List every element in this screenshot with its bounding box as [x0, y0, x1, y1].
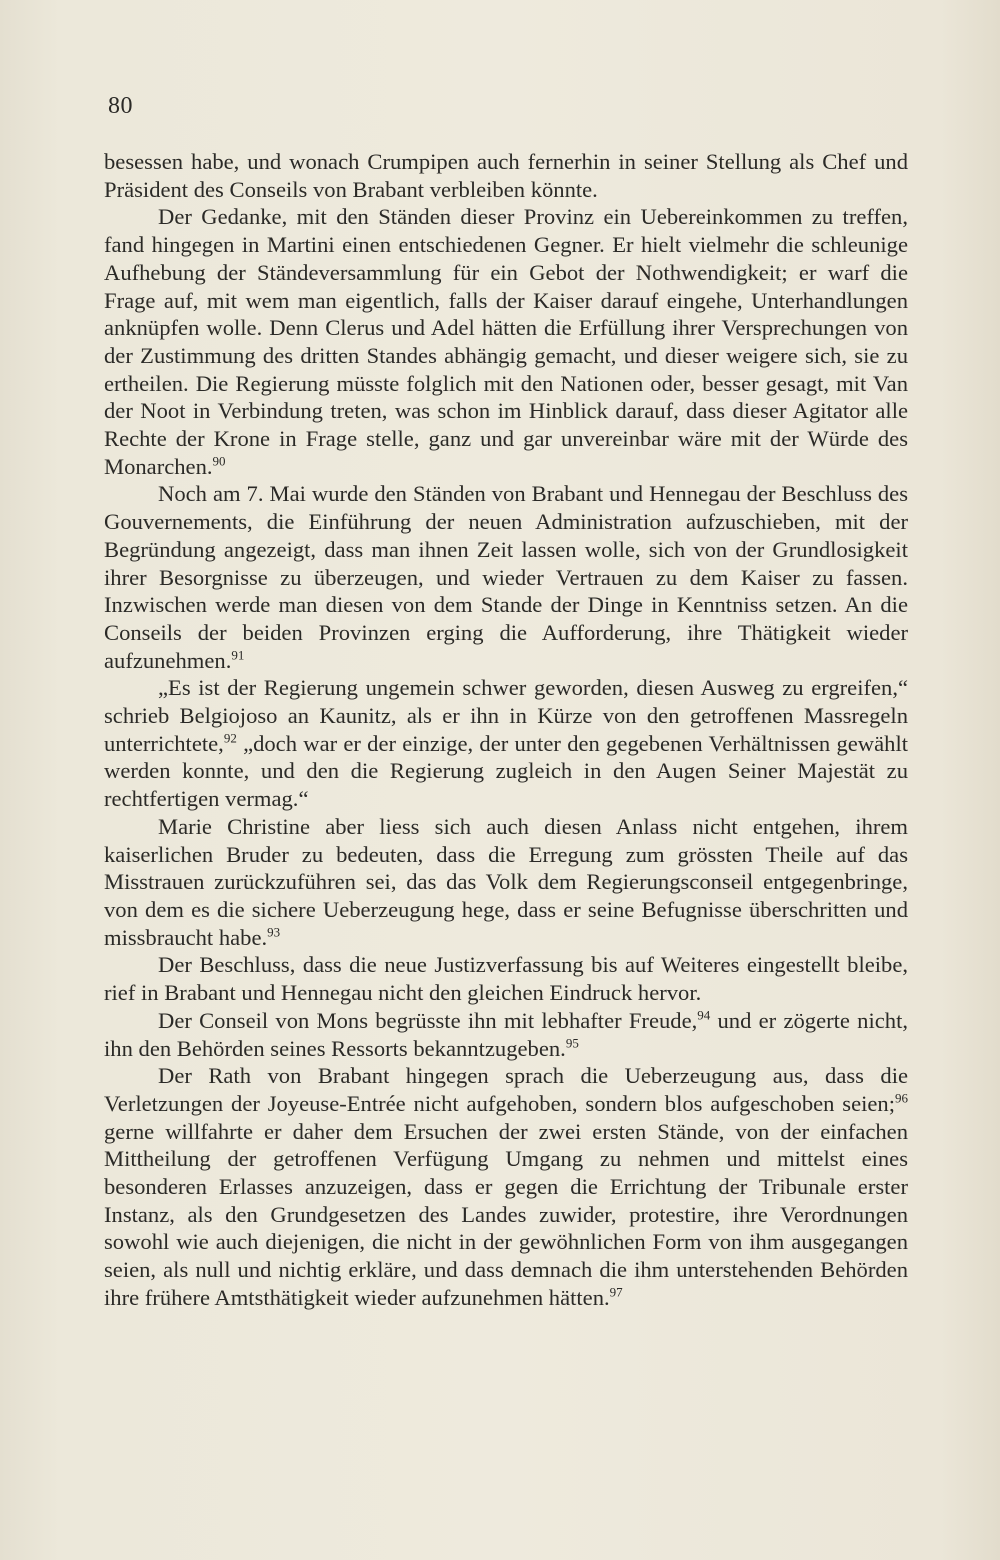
footnote-ref-95[interactable]: 95	[565, 1034, 579, 1050]
footnote-ref-96[interactable]: 96	[895, 1090, 908, 1106]
paragraph-1: besessen habe, und wonach Crumpipen auch fernerhin in seiner Stellung als Chef und Präsident des Conseils von Brabant verbleiben könnte.	[104, 149, 908, 202]
footnote-ref-93[interactable]: 93	[267, 924, 281, 940]
body-text	[104, 148, 908, 1312]
footnote-ref-92[interactable]: 92	[223, 730, 237, 746]
page-number: 80	[108, 93, 133, 119]
footnote-ref-97[interactable]: 97	[609, 1284, 623, 1300]
paragraph-7: Der Conseil von Mons begrüsste ihn mit lebhafter Freude,$^{94}$ und er zögerte nicht, ihn den Behörden seines Ressorts bekanntzugeben.$^{95}$	[104, 1007, 909, 1061]
paragraph-4: „Es ist der Regierung ungemein schwer geworden, diesen Ausweg zu ergreifen,“ schrieb Belgiojoso an Kaunitz, als er ihn in Kürze von den getroffenen Massregeln unterrichtete,$^{92}$ „doch war er der einzige, der unter den gegebenen Verhältnissen gewählt werden konnte, und den die Regierung zugleich in den Augen Seiner Majestät zu rechtfertigen vermag.“	[104, 675, 908, 812]
footnote-ref-94[interactable]: 94	[697, 1007, 711, 1023]
footnote-ref-90[interactable]: 90	[212, 453, 226, 469]
footnote-ref-91[interactable]: 91	[231, 647, 245, 663]
paragraph-6: Der Beschluss, dass die neue Justizverfassung bis auf Weiteres eingestellt bleibe, rief in Brabant und Hennegau nicht den gleichen Eindruck hervor.	[104, 952, 908, 1006]
paragraph-3: Noch am 7. Mai wurde den Ständen von Brabant und Hennegau der Beschluss des Gouvernements, die Einführung der neuen Administration aufzuschieben, mit der Begründung angezeigt, dass man ihnen Zeit lassen wolle, sich von der Grundlosigkeit ihrer Besorgnisse zu überzeugen, und wieder Vertrauen zu dem Kaiser zu fassen. Inzwischen werde man diesen von dem Stande der Dinge in Kenntniss setzen. An die Conseils der beiden Provinzen erging die Aufforderung, ihre Thätigkeit wieder aufzunehmen.$^{91}$	[104, 481, 908, 673]
paragraph-5: Marie Christine aber liess sich auch diesen Anlass nicht entgehen, ihrem kaiserlichen Bruder zu bedeuten, dass die Erregung zum grössten Theile auf das Misstrauen zurückzuführen sei, das das Volk dem Regierungsconseil entgegenbringe, von dem es die sichere Ueberzeugung hege, dass er seine Befugnisse überschritten und missbraucht habe.$^{93}$	[104, 813, 908, 950]
paragraph-2: Der Gedanke, mit den Ständen dieser Provinz ein Uebereinkommen zu treffen, fand hingegen in Martini einen entschiedenen Gegner. Er hielt vielmehr die schleunige Aufhebung der Ständeversammlung für ein Gebot der Nothwendigkeit; er warf die Frage auf, mit wem man eigentlich, falls der Kaiser darauf eingehe, Unterhandlungen anknüpfen wolle. Denn Clerus und Adel hätten die Erfüllung ihrer Versprechungen von der Zustimmung des dritten Standes abhängig gemacht, und dieser weigere sich, sie zu ertheilen. Die Regierung müsste folglich mit den Nationen oder, besser gesagt, mit Van der Noot in Verbindung treten, was schon im Hinblick darauf, dass dieser Agitator alle Rechte der Krone in Frage stelle, ganz und gar unvereinbar wäre mit der Würde des Monarchen.$^{90}$	[104, 204, 908, 479]
paragraph-8: Der Rath von Brabant hingegen sprach die Ueberzeugung aus, dass die Verletzungen der Joyeuse-Entrée nicht aufgehoben, sondern blos aufgeschoben seien;$^{96}$ gerne willfahrte er daher dem Ersuchen der zwei ersten Stände, von der einfachen Mittheilung der getroffenen Verfügung Umgang zu nehmen und mittelst eines besonderen Erlasses anzuzeigen, dass er gegen die Errichtung der Tribunale erster Instanz, als den Grundgesetzen des Landes zuwider, protestire, ihre Verordnungen sowohl wie auch diejenigen, die nicht in der gewöhnlichen Form von ihm ausgegangen seien, als null und nichtig erkläre, und dass demnach die ihm unterstehenden Behörden ihre frühere Amtsthätigkeit wieder aufzunehmen hätten.$^{97}$	[104, 1063, 908, 1310]
